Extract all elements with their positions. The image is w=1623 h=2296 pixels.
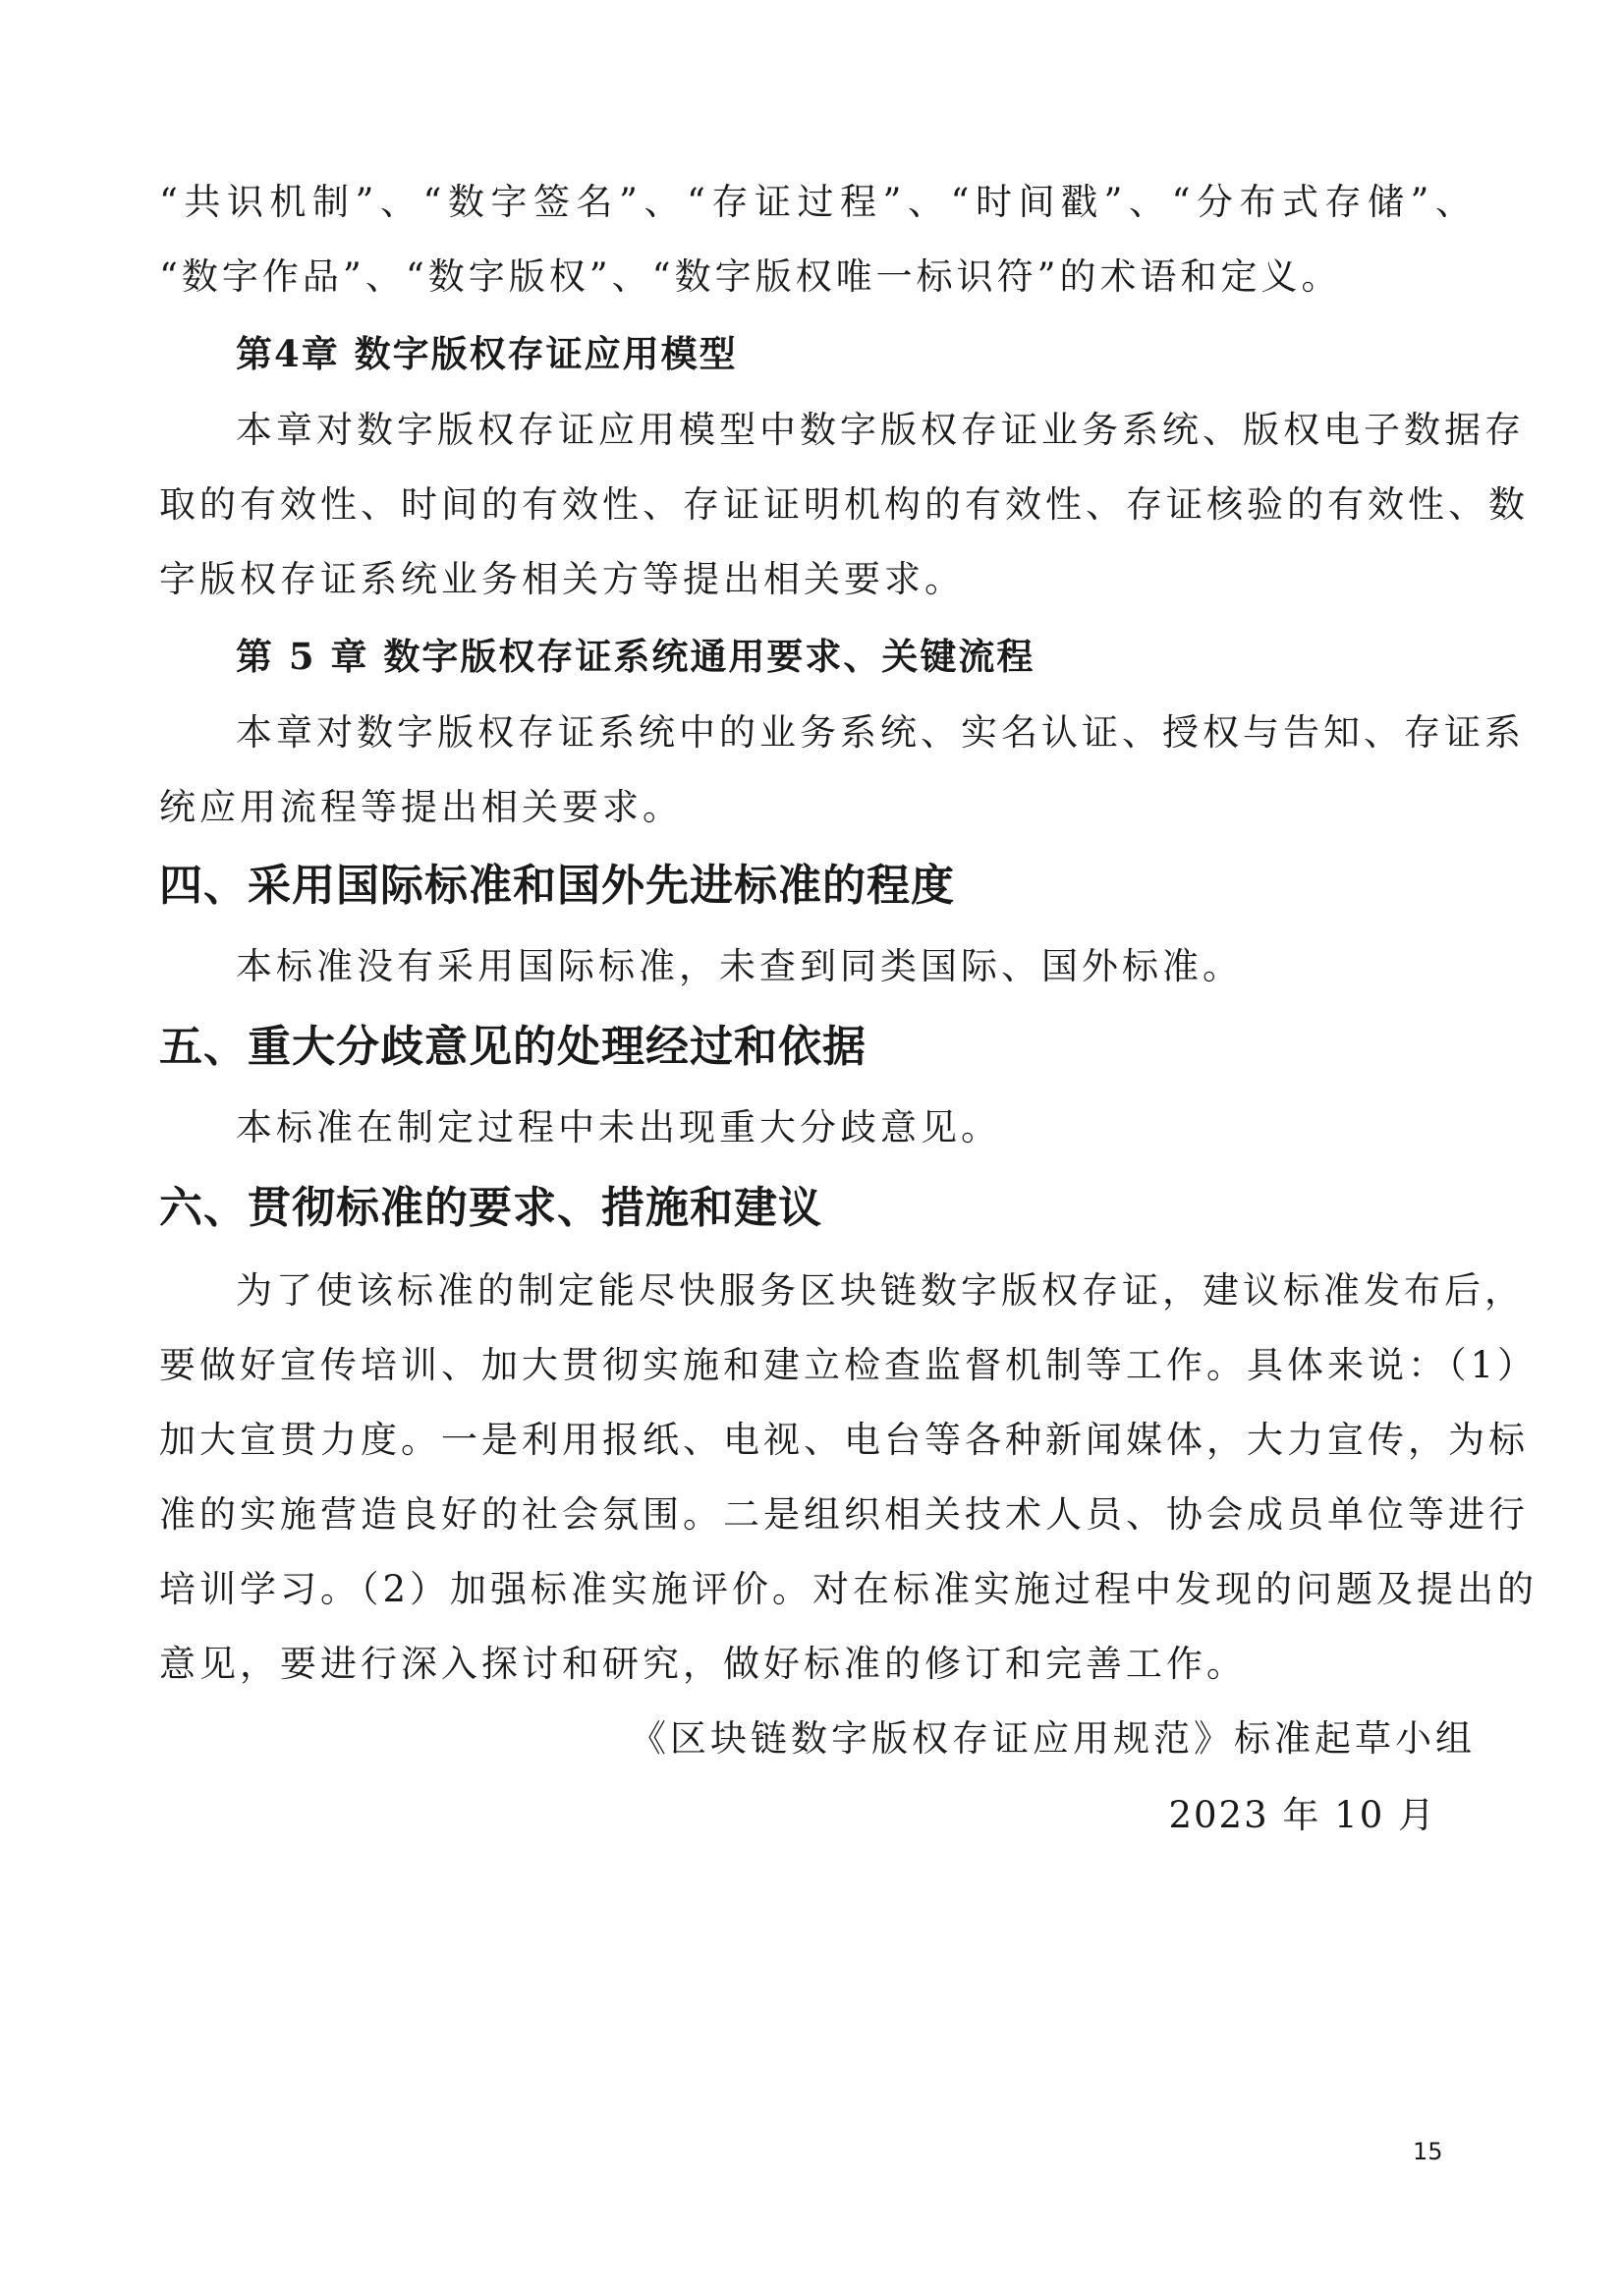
chapter-4-heading: 第4章 数字版权存证应用模型	[236, 332, 738, 375]
section-6-para-line-3: 加大宣贯力度。一是利用报纸、电视、电台等各种新闻媒体，大力宣传，为标	[159, 1419, 1529, 1461]
text-line-1: “共识机制”、“数字签名”、“存证过程”、“时间戳”、“分布式存储”、	[159, 181, 1476, 223]
page-number: 15	[1413, 2138, 1443, 2165]
chapter-4-para-line-3: 字版权存证系统业务相关方等提出相关要求。	[159, 558, 965, 600]
section-6-para-line-6: 意见，要进行深入探讨和研究，做好标准的修订和完善工作。	[159, 1643, 1247, 1685]
section-5-para: 本标准在制定过程中未出现重大分歧意见。	[236, 1106, 1001, 1148]
section-6-para-line-5: 培训学习。（2）加强标准实施评价。对在标准实施过程中发现的问题及提出的	[159, 1568, 1539, 1610]
section-6-para-line-4: 准的实施营造良好的社会氛围。二是组织相关技术人员、协会成员单位等进行	[159, 1493, 1529, 1536]
section-6-heading: 六、贯彻标准的要求、措施和建议	[159, 1183, 822, 1233]
chapter-4-para-line-2: 取的有效性、时间的有效性、存证证明机构的有效性、存证核验的有效性、数	[159, 483, 1529, 526]
section-6-para-line-1: 为了使该标准的制定能尽快服务区块链数字版权存证，建议标准发布后，	[236, 1269, 1525, 1312]
chapter-5-para-line-1: 本章对数字版权存证系统中的业务系统、实名认证、授权与告知、存证系	[236, 711, 1525, 754]
section-6-para-line-2: 要做好宣传培训、加大贯彻实施和建立检查监督机制等工作。具体来说：（1）	[159, 1344, 1539, 1386]
section-5-heading: 五、重大分歧意见的处理经过和依据	[159, 1022, 867, 1072]
document-date: 2023 年 10 月	[1168, 1794, 1436, 1836]
chapter-5-heading: 第 5 章 数字版权存证系统通用要求、关键流程	[236, 635, 1035, 678]
chapter-5-para-line-2: 统应用流程等提出相关要求。	[159, 786, 683, 828]
text-line-2: “数字作品”、“数字版权”、“数字版权唯一标识符”的术语和定义。	[159, 255, 1342, 298]
section-4-heading: 四、采用国际标准和国外先进标准的程度	[159, 861, 955, 911]
drafting-group-signature: 《区块链数字版权存证应用规范》标准起草小组	[630, 1717, 1476, 1760]
section-4-para: 本标准没有采用国际标准，未查到同类国际、国外标准。	[236, 945, 1243, 987]
chapter-4-para-line-1: 本章对数字版权存证应用模型中数字版权存证业务系统、版权电子数据存	[236, 409, 1525, 451]
